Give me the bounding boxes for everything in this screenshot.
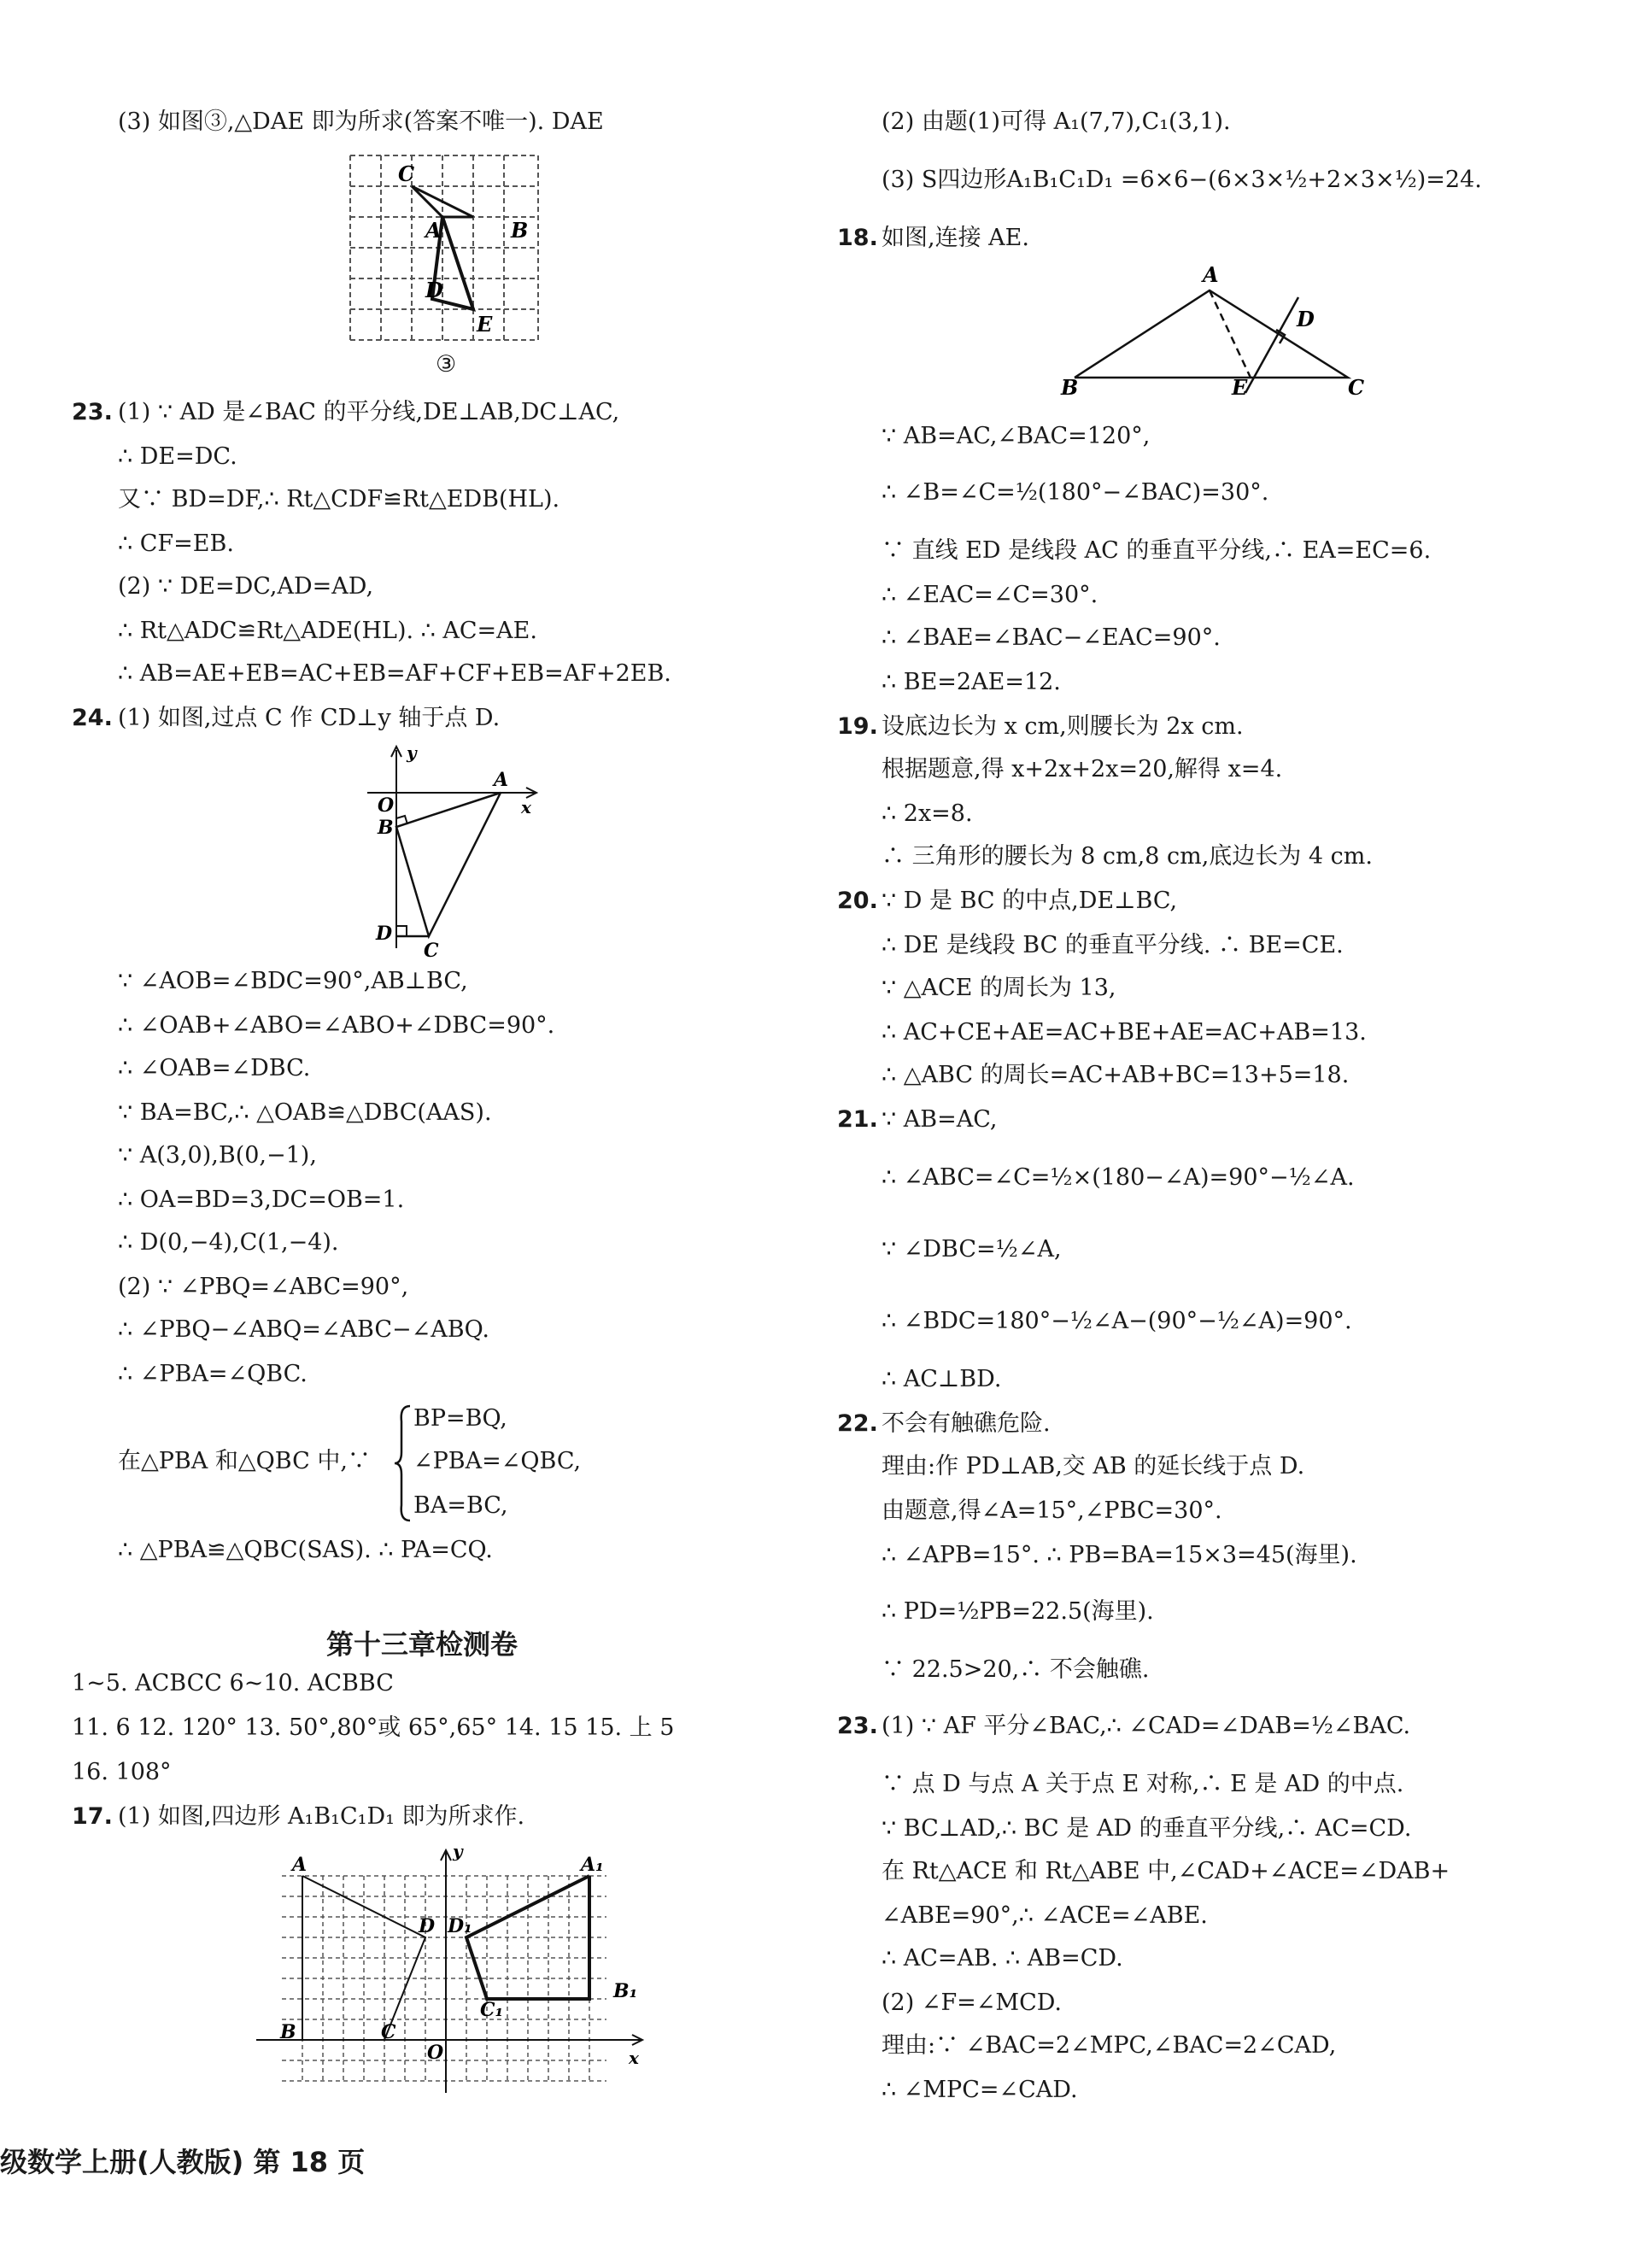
label-y: y [453,1841,463,1861]
q20-line-4: ∴ AC+CE+AE=AC+BE+AE=AC+AB=13. [882,1019,1367,1046]
q22-line-2: 理由:作 PD⊥AB,交 AB 的延长线于点 D. [882,1453,1305,1480]
brace [393,1404,413,1522]
q23r-line-7: (2) ∠F=∠MCD. [882,1990,1063,2016]
q23r-line-3: ∵ BC⊥AD,∴ BC 是 AD 的垂直平分线,∴ AC=CD. [882,1815,1412,1842]
label-B: B [1061,375,1079,400]
label-O: O [378,794,395,817]
label-B: B [511,218,529,243]
q21-number: 21. [837,1106,878,1133]
q24-intro: (1) 如图,过点 C 作 CD⊥y 轴于点 D. [118,705,501,731]
q22-line-6: ∵ 22.5>20,∴ 不会触礁. [882,1656,1150,1683]
q23r-line-4: 在 Rt△ACE 和 Rt△ABE 中,∠CAD+∠ACE=∠DAB+ [882,1858,1450,1884]
q18-intro: 如图,连接 AE. [882,225,1029,251]
q18-line-5: ∴ ∠BAE=∠BAC−∠EAC=90°. [882,624,1221,651]
q24-line-8: (2) ∵ ∠PBQ=∠ABC=90°, [118,1274,409,1300]
q19-number: 19. [837,713,878,740]
q17-number: 17. [72,1803,113,1830]
q21-line-5: ∴ AC⊥BD. [882,1366,1002,1392]
page-footer: 级数学上册(人教版) 第 18 页 [0,2146,366,2178]
q24-line-1: ∵ ∠AOB=∠BDC=90°,AB⊥BC, [118,968,468,994]
figure-3-caption: ③ [436,351,457,378]
label-A1: A₁ [581,1854,604,1876]
q23-number: 23. [72,399,113,425]
figure-3-grid [350,155,540,343]
q24-line-6: ∴ OA=BD=3,DC=OB=1. [118,1187,405,1213]
q23r-line-9: ∴ ∠MPC=∠CAD. [882,2077,1078,2103]
label-C: C [398,161,415,186]
q24-line-5: ∵ A(3,0),B(0,−1), [118,1142,317,1169]
label-D: D [376,923,393,945]
answers-11-15: 11. 6 12. 120° 13. 50°,80°或 65°,65° 14. 15 15. 上 5 [72,1714,675,1741]
label-A: A [425,218,442,243]
q23r-line-8: 理由:∵ ∠BAC=2∠MPC,∠BAC=2∠CAD, [882,2032,1337,2059]
label-A: A [1203,262,1219,287]
label-D: D [419,1915,436,1937]
label-E: E [1232,375,1248,400]
q24-conclusion: ∴ △PBA≌△QBC(SAS). ∴ PA=CQ. [118,1537,493,1563]
label-O: O [427,2042,444,2064]
q20-line-2: ∴ DE 是线段 BC 的垂直平分线. ∴ BE=CE. [882,932,1344,958]
q23r-number: 23. [837,1713,878,1739]
label-D1: D₁ [448,1915,472,1937]
q24-system-label: 在△PBA 和△QBC 中,∵ [118,1448,371,1474]
q17-part3: (3) S四边形A₁B₁C₁D₁ =6×6−(6×3×½+2×3×½)=24. [882,167,1482,193]
q24-line-7: ∴ D(0,−4),C(1,−4). [118,1229,339,1256]
q23-line-6: ∴ Rt△ADC≌Rt△ADE(HL). ∴ AC=AE. [118,618,537,644]
label-x: x [629,2048,639,2068]
q22-line-5: ∴ PD=½PB=22.5(海里). [882,1598,1154,1625]
q23-line-5: (2) ∵ DE=DC,AD=AD, [118,573,374,600]
label-x: x [521,797,531,817]
q18-line-1: ∵ AB=AC,∠BAC=120°, [882,423,1151,449]
q24-line-4: ∵ BA=BC,∴ △OAB≌△DBC(AAS). [118,1099,492,1126]
q20-line-3: ∵ △ACE 的周长为 13, [882,975,1116,1001]
label-D: D [425,278,443,302]
q22-line-4: ∴ ∠APB=15°. ∴ PB=BA=15×3=45(海里). [882,1542,1357,1568]
q18-number: 18. [837,225,878,251]
label-B1: B₁ [613,1980,638,2002]
q20-number: 20. [837,888,878,914]
q17-part2: (2) 由题(1)可得 A₁(7,7),C₁(3,1). [882,108,1231,135]
label-A: A [494,769,509,791]
label-C: C [1348,375,1365,400]
label-C: C [381,2021,396,2043]
q23r-line-1: (1) ∵ AF 平分∠BAC,∴ ∠CAD=∠DAB=½∠BAC. [882,1713,1411,1739]
q20-line-1: ∵ D 是 BC 的中点,DE⊥BC, [882,888,1178,914]
q21-line-2: ∴ ∠ABC=∠C=½×(180−∠A)=90°−½∠A. [882,1164,1355,1191]
q24-line-2: ∴ ∠OAB+∠ABO=∠ABO+∠DBC=90°. [118,1012,555,1039]
q18-line-2: ∴ ∠B=∠C=½(180°−∠BAC)=30°. [882,479,1269,506]
q21-line-3: ∵ ∠DBC=½∠A, [882,1236,1062,1263]
q22-part3-line: (3) 如图③,△DAE 即为所求(答案不唯一). DAE [118,108,604,135]
q21-line-1: ∵ AB=AC, [882,1106,998,1133]
q24-number: 24. [72,705,113,731]
q23r-line-2: ∵ 点 D 与点 A 关于点 E 对称,∴ E 是 AD 的中点. [882,1771,1404,1797]
q24-line-9: ∴ ∠PBQ−∠ABQ=∠ABC−∠ABQ. [118,1316,489,1343]
figure-18-triangle [1049,262,1374,401]
label-E: E [477,312,493,337]
answers-1-10: 1~5. ACBCC 6~10. ACBBC [72,1670,394,1696]
q24-line-3: ∴ ∠OAB=∠DBC. [118,1055,311,1081]
q19-line-4: ∴ 三角形的腰长为 8 cm,8 cm,底边长为 4 cm. [882,843,1373,870]
q23-line-2: ∴ DE=DC. [118,443,237,470]
q21-line-4: ∴ ∠BDC=180°−½∠A−(90°−½∠A)=90°. [882,1308,1352,1334]
figure-17-grid [256,1841,658,2093]
label-D: D [1297,307,1315,331]
figure-24-coordinate [367,742,555,962]
q18-line-4: ∴ ∠EAC=∠C=30°. [882,582,1098,608]
q19-line-1: 设底边长为 x cm,则腰长为 2x cm. [882,713,1244,740]
q17-line-1: (1) 如图,四边形 A₁B₁C₁D₁ 即为所求作. [118,1803,525,1830]
q23r-line-6: ∴ AC=AB. ∴ AB=CD. [882,1945,1123,1972]
q24-line-10: ∴ ∠PBA=∠QBC. [118,1361,308,1387]
label-A: A [292,1854,308,1876]
q23-line-4: ∴ CF=EB. [118,530,234,557]
q23-line-3: 又∵ BD=DF,∴ Rt△CDF≌Rt△EDB(HL). [118,486,560,513]
answers-16: 16. 108° [72,1759,172,1785]
q24-system-1: BP=BQ, [413,1405,507,1432]
q23-line-7: ∴ AB=AE+EB=AC+EB=AF+CF+EB=AF+2EB. [118,660,671,687]
q19-line-3: ∴ 2x=8. [882,800,973,827]
label-y: y [407,742,417,763]
q19-line-2: 根据题意,得 x+2x+2x=20,解得 x=4. [882,756,1283,782]
q22-line-1: 不会有触礁危险. [882,1410,1051,1437]
q22-line-3: 由题意,得∠A=15°,∠PBC=30°. [882,1497,1222,1524]
q23r-line-5: ∠ABE=90°,∴ ∠ACE=∠ABE. [882,1902,1208,1929]
label-B: B [378,817,394,839]
q22-number: 22. [837,1410,878,1437]
q24-system-2: ∠PBA=∠QBC, [413,1448,582,1474]
q20-line-5: ∴ △ABC 的周长=AC+AB+BC=13+5=18. [882,1062,1350,1088]
label-B: B [280,2021,296,2043]
q24-system-3: BA=BC, [413,1492,508,1519]
chapter-title: 第十三章检测卷 [326,1628,518,1661]
q18-line-3: ∵ 直线 ED 是线段 AC 的垂直平分线,∴ EA=EC=6. [882,537,1432,564]
label-C1: C₁ [480,1999,504,2021]
label-C: C [424,940,439,962]
q18-line-6: ∴ BE=2AE=12. [882,669,1061,695]
q23-line-1: (1) ∵ AD 是∠BAC 的平分线,DE⊥AB,DC⊥AC, [118,399,620,425]
